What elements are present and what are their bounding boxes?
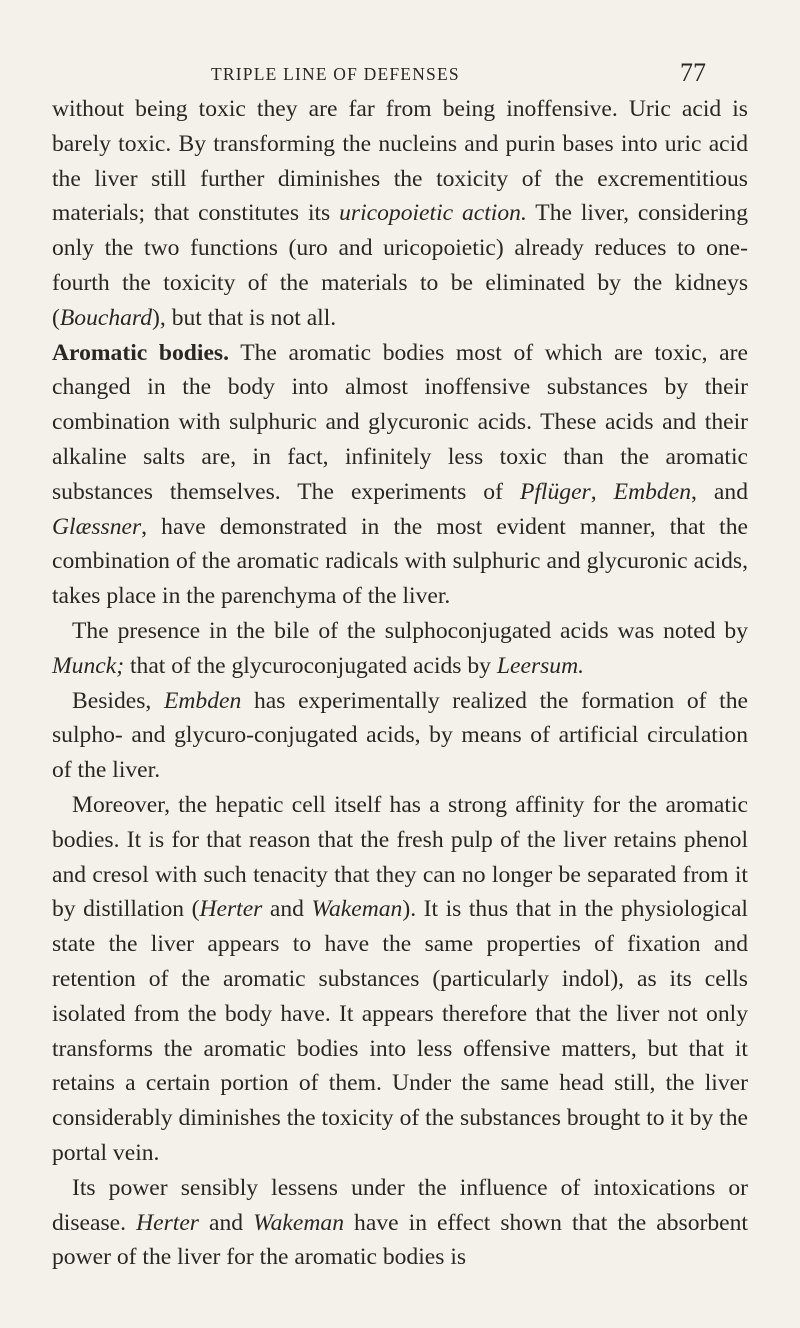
author-name: Leersum.	[496, 652, 585, 679]
author-name: Embden	[613, 478, 691, 505]
paragraph	[52, 1171, 748, 1275]
author-name: Herter	[199, 896, 263, 923]
page-header	[0, 58, 800, 92]
text-run: The liver, considering only the two functions (uro and uricopoietic) already reduces to one-fourth the toxicity of the materials to be eliminated by the kidneys (	[52, 200, 748, 331]
author-name: Embden	[163, 687, 242, 714]
paragraph	[52, 336, 748, 614]
page-number: 77	[680, 58, 706, 87]
author-name: Munck;	[52, 652, 125, 679]
section-sidehead: Aromatic bodies.	[52, 339, 229, 366]
text-run: has experimentally realized the formation of the sulpho- and glycuro-conjugated acids, by means of artificial circulation of the liver.	[52, 687, 748, 784]
text-run: Besides,	[72, 687, 164, 714]
text-run: , and	[691, 478, 748, 505]
author-name: Glæssner	[52, 513, 142, 540]
author-name: Herter	[136, 1209, 199, 1236]
text-run: ), but that is not all.	[152, 304, 337, 331]
text-run: without being toxic they are far from being inoffensive. Uric acid is barely toxic. By transforming the nucleins and purin bases into uric acid the liver still further diminishes the toxicity of the excrementitious materials; that constitutes its	[52, 96, 748, 227]
body-text	[52, 92, 748, 1275]
text-run: ). It is thus that in the physiological state the liver appears to have the same properties of fixation and retention of the aromatic substances (particularly indol), as its cells isolated from the body have. It appears therefore that the liver not only transforms the aromatic bodies into less offensive matters, but that it retains a certain portion of them. Under the same head still, the liver considerably diminishes the toxicity of the substances brought to it by the portal vein.	[52, 896, 748, 1166]
paragraph	[52, 788, 748, 1171]
paragraph	[52, 92, 748, 336]
text-run: and	[198, 1209, 254, 1236]
text-run: The aromatic bodies most of which are toxic, are changed in the body into almost inoffensive substances by their combination with sulphuric and glycuronic acids. These acids and their alkaline salts are, in fact, infinitely less toxic than the aromatic substances themselves. The experiments of	[52, 339, 748, 505]
text-run: ,	[590, 478, 614, 505]
text-run: Moreover, the hepatic cell itself has a strong affinity for the aromatic bodies. It is for that reason that the fresh pulp of the liver retains phenol and cresol with such tenacity that they can no longer be separated from it by distillation (	[52, 791, 748, 923]
text-run: The presence in the bile of the sulphoconjugated acids was noted by	[72, 617, 748, 644]
text-run: Its power sensibly lessens under the influence of intoxications or disease.	[52, 1174, 748, 1236]
text-run: have in effect shown that the absorbent power of the liver for the aromatic bodies is	[52, 1209, 748, 1271]
text-run: and	[262, 896, 312, 923]
text-run: , have demonstrated in the most evident manner, that the combination of the aromatic radicals with sulphuric and glycuronic acids, takes place in the parenchyma of the liver.	[52, 513, 748, 610]
author-name: Wakeman	[311, 896, 403, 923]
running-head: TRIPLE LINE OF DEFENSES	[211, 64, 460, 84]
text-run: that of the glycuroconjugated acids by	[124, 652, 497, 679]
author-name: Wakeman	[253, 1209, 345, 1236]
author-name: Bouchard	[59, 304, 153, 331]
emphasis-term: uricopoietic action.	[339, 200, 527, 227]
paragraph	[52, 614, 748, 684]
author-name: Pflüger	[519, 478, 591, 505]
paragraph	[52, 684, 748, 788]
